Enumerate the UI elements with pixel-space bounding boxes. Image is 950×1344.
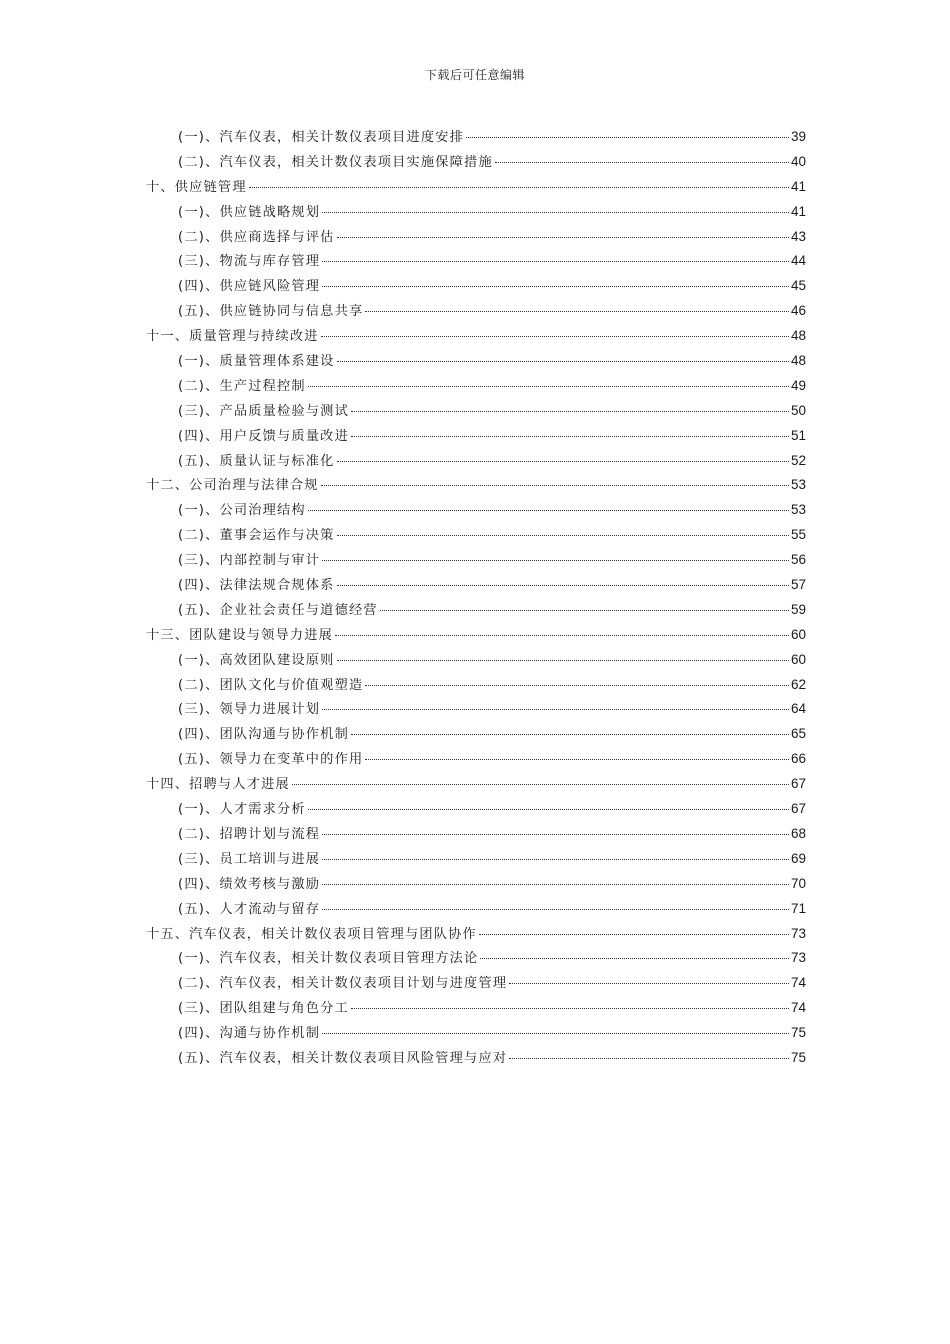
toc-dot-leader	[322, 286, 789, 287]
toc-entry-page-number: 51	[790, 427, 806, 443]
toc-chapter-entry[interactable]	[146, 176, 806, 201]
toc-entry-page-number: 67	[790, 801, 806, 817]
toc-entry-page-number: 69	[790, 850, 806, 866]
page-header: 下载后可任意编辑	[424, 68, 525, 82]
toc-entry-title: (一)、汽车仪表，相关计数仪表项目管理方法论	[178, 951, 479, 967]
toc-entry-page-number: 52	[790, 452, 806, 468]
toc-entry-title: (三)、物流与库存管理	[178, 254, 321, 270]
toc-entry-title: (一)、汽车仪表，相关计数仪表项目进度安排	[178, 130, 465, 145]
toc-section-entry[interactable]	[146, 674, 806, 699]
toc-entry-title: (一)、公司治理结构	[178, 503, 306, 519]
toc-section-entry[interactable]	[146, 1047, 806, 1072]
toc-dot-leader	[322, 261, 789, 262]
toc-entry-page-number: 48	[790, 328, 806, 344]
toc-entry-page-number: 75	[790, 1049, 806, 1065]
toc-section-entry[interactable]	[146, 499, 806, 524]
toc-dot-leader	[322, 709, 789, 710]
toc-entry-title: (二)、董事会运作与决策	[178, 528, 335, 544]
toc-entry-title: (五)、企业社会责任与道德经营	[178, 602, 378, 618]
toc-section-entry[interactable]	[146, 275, 806, 300]
toc-entry-title: (二)、招聘计划与流程	[178, 826, 321, 842]
toc-section-entry[interactable]	[146, 599, 806, 624]
toc-entry-page-number: 73	[790, 925, 806, 941]
toc-entry-page-number: 75	[790, 1025, 806, 1041]
toc-section-entry[interactable]	[146, 151, 806, 176]
toc-entry-title: (四)、团队沟通与协作机制	[178, 727, 349, 743]
toc-entry-title: (四)、绩效考核与激励	[178, 876, 321, 892]
toc-section-entry[interactable]	[146, 848, 806, 873]
toc-entry-page-number: 60	[790, 626, 806, 642]
toc-entry-page-number: 56	[790, 552, 806, 568]
toc-dot-leader	[351, 734, 789, 735]
toc-section-entry[interactable]	[146, 126, 806, 151]
toc-section-entry[interactable]	[146, 350, 806, 375]
toc-dot-leader	[321, 485, 789, 486]
toc-dot-leader	[322, 212, 789, 213]
toc-section-entry[interactable]	[146, 898, 806, 923]
toc-entry-title: (一)、人才需求分析	[178, 802, 306, 818]
toc-entry-page-number: 65	[790, 726, 806, 742]
toc-section-entry[interactable]	[146, 201, 806, 226]
toc-entry-page-number: 43	[790, 228, 806, 244]
toc-entry-title: 十三、团队建设与领导力进展	[146, 627, 334, 643]
toc-dot-leader	[351, 411, 789, 412]
toc-section-entry[interactable]	[146, 1022, 806, 1047]
toc-dot-leader	[308, 386, 789, 387]
toc-section-entry[interactable]	[146, 226, 806, 251]
toc-entry-page-number: 74	[790, 1000, 806, 1016]
toc-entry-title: 十四、招聘与人才进展	[146, 777, 290, 793]
toc-entry-title: (五)、领导力在变革中的作用	[178, 752, 364, 768]
toc-entry-page-number: 68	[790, 825, 806, 841]
toc-dot-leader	[351, 1008, 789, 1009]
toc-dot-leader	[380, 610, 789, 611]
toc-entry-page-number: 60	[790, 651, 806, 667]
toc-entry-title: (一)、高效团队建设原则	[178, 652, 335, 668]
toc-dot-leader	[322, 834, 789, 835]
toc-entry-page-number: 41	[790, 178, 806, 194]
toc-entry-title: (二)、供应商选择与评估	[178, 229, 335, 245]
toc-section-entry[interactable]	[146, 524, 806, 549]
toc-entry-page-number: 59	[790, 601, 806, 617]
toc-entry-page-number: 57	[790, 577, 806, 593]
toc-dot-leader	[308, 510, 789, 511]
toc-entry-title: (五)、供应链协同与信息共享	[178, 304, 364, 320]
toc-entry-page-number: 62	[790, 676, 806, 692]
toc-entry-page-number: 67	[790, 776, 806, 792]
toc-dot-leader	[321, 336, 789, 337]
toc-section-entry[interactable]	[146, 873, 806, 898]
toc-section-entry[interactable]	[146, 375, 806, 400]
toc-entry-page-number: 46	[790, 303, 806, 319]
toc-section-entry[interactable]	[146, 649, 806, 674]
toc-entry-page-number: 71	[790, 900, 806, 916]
toc-entry-title: (五)、汽车仪表，相关计数仪表项目风险管理与应对	[178, 1050, 508, 1066]
toc-chapter-entry[interactable]	[146, 773, 806, 798]
toc-section-entry[interactable]	[146, 450, 806, 475]
toc-section-entry[interactable]	[146, 997, 806, 1022]
toc-dot-leader	[322, 560, 789, 561]
toc-dot-leader	[351, 436, 789, 437]
toc-section-entry[interactable]	[146, 748, 806, 773]
toc-entry-page-number: 64	[790, 701, 806, 717]
toc-entry-page-number: 74	[790, 975, 806, 991]
toc-entry-page-number: 40	[790, 153, 806, 169]
toc-entry-page-number: 44	[790, 253, 806, 269]
toc-dot-leader	[365, 311, 789, 312]
toc-section-entry[interactable]	[146, 698, 806, 723]
toc-entry-title: (四)、法律法规合规体系	[178, 578, 335, 594]
toc-entry-title: (二)、汽车仪表，相关计数仪表项目实施保障措施	[178, 154, 493, 170]
toc-dot-leader	[365, 685, 789, 686]
toc-dot-leader	[335, 635, 789, 636]
toc-entry-page-number: 55	[790, 527, 806, 543]
toc-section-entry[interactable]	[146, 250, 806, 275]
toc-entry-title: (四)、用户反馈与质量改进	[178, 428, 349, 444]
toc-entry-page-number: 50	[790, 402, 806, 418]
table-of-contents	[146, 126, 806, 1072]
toc-entry-page-number: 66	[790, 751, 806, 767]
toc-dot-leader	[337, 535, 789, 536]
toc-dot-leader	[337, 461, 789, 462]
toc-chapter-entry[interactable]	[146, 624, 806, 649]
toc-dot-leader	[337, 237, 789, 238]
toc-section-entry[interactable]	[146, 425, 806, 450]
toc-entry-title: (四)、沟通与协作机制	[178, 1026, 321, 1042]
toc-entry-page-number: 73	[790, 950, 806, 966]
toc-entry-title: (二)、汽车仪表，相关计数仪表项目计划与进度管理	[178, 976, 508, 992]
toc-dot-leader	[292, 784, 789, 785]
toc-section-entry[interactable]	[146, 400, 806, 425]
toc-section-entry[interactable]	[146, 723, 806, 748]
toc-section-entry[interactable]	[146, 549, 806, 574]
toc-dot-leader	[495, 162, 789, 163]
toc-entry-title: (三)、产品质量检验与测试	[178, 403, 349, 419]
toc-chapter-entry[interactable]	[146, 923, 806, 948]
toc-entry-title: 十、供应链管理	[146, 179, 247, 195]
toc-entry-title: (一)、质量管理体系建设	[178, 354, 335, 370]
toc-dot-leader	[509, 1058, 789, 1059]
toc-dot-leader	[249, 187, 789, 188]
toc-chapter-entry[interactable]	[146, 325, 806, 350]
toc-entry-title: 十一、质量管理与持续改进	[146, 329, 319, 345]
toc-dot-leader	[322, 859, 789, 860]
toc-dot-leader	[480, 958, 789, 959]
toc-entry-page-number: 39	[790, 129, 806, 144]
toc-entry-title: (三)、员工培训与进展	[178, 851, 321, 867]
toc-dot-leader	[337, 361, 789, 362]
toc-chapter-entry[interactable]	[146, 474, 806, 499]
toc-dot-leader	[322, 884, 789, 885]
toc-dot-leader	[337, 660, 789, 661]
toc-dot-leader	[322, 1033, 789, 1034]
toc-section-entry[interactable]	[146, 300, 806, 325]
toc-entry-page-number: 70	[790, 875, 806, 891]
toc-entry-title: 十二、公司治理与法律合规	[146, 478, 319, 494]
toc-entry-title: (三)、团队组建与角色分工	[178, 1001, 349, 1017]
toc-dot-leader	[509, 983, 789, 984]
toc-entry-page-number: 49	[790, 377, 806, 393]
toc-dot-leader	[337, 585, 789, 586]
toc-section-entry[interactable]	[146, 798, 806, 823]
toc-entry-page-number: 53	[790, 477, 806, 493]
toc-dot-leader	[322, 909, 789, 910]
toc-entry-title: (三)、领导力进展计划	[178, 702, 321, 718]
toc-entry-title: (三)、内部控制与审计	[178, 553, 321, 569]
toc-entry-page-number: 45	[790, 278, 806, 294]
toc-entry-title: (二)、团队文化与价值观塑造	[178, 677, 364, 693]
toc-entry-title: 十五、汽车仪表，相关计数仪表项目管理与团队协作	[146, 926, 477, 942]
toc-entry-title: (五)、质量认证与标准化	[178, 453, 335, 469]
toc-dot-leader	[479, 934, 789, 935]
toc-entry-title: (二)、生产过程控制	[178, 378, 306, 394]
toc-section-entry[interactable]	[146, 823, 806, 848]
toc-section-entry[interactable]	[146, 947, 806, 972]
toc-entry-page-number: 48	[790, 353, 806, 369]
toc-entry-title: (四)、供应链风险管理	[178, 279, 321, 295]
toc-dot-leader	[365, 759, 789, 760]
toc-entry-title: (一)、供应链战略规划	[178, 204, 321, 220]
toc-entry-page-number: 41	[790, 203, 806, 219]
toc-section-entry[interactable]	[146, 574, 806, 599]
toc-dot-leader	[466, 137, 789, 138]
toc-entry-page-number: 53	[790, 502, 806, 518]
toc-dot-leader	[308, 809, 789, 810]
toc-section-entry[interactable]	[146, 972, 806, 997]
toc-entry-title: (五)、人才流动与留存	[178, 901, 321, 917]
